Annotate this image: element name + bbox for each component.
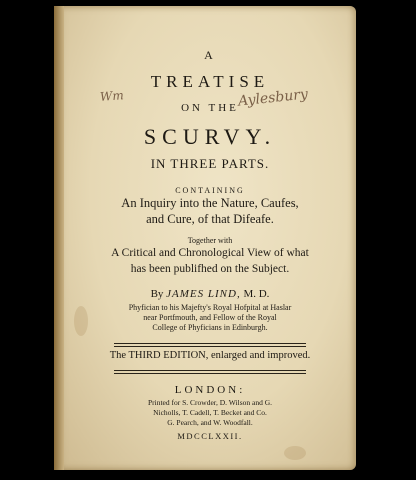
page-stain — [284, 446, 306, 460]
title-on-the: ON THE — [181, 102, 239, 114]
divider-rule — [114, 343, 306, 344]
divider-rule — [114, 373, 306, 374]
handwritten-signature-left: Wm — [99, 88, 125, 104]
author-name: JAMES LIND, — [166, 288, 241, 300]
imprint-line-1: Printed for S. Crowder, D. Wilson and G. — [147, 398, 273, 407]
divider-rule — [114, 346, 306, 347]
author-prefix: By — [150, 288, 164, 300]
imprint-city: LONDON: — [174, 384, 246, 396]
author-suffix: M. D. — [243, 288, 270, 300]
physician-line-3: College of Phyficians in Edinburgh. — [152, 323, 268, 332]
title-parts: IN THREE PARTS. — [150, 156, 270, 171]
author-line — [64, 288, 356, 300]
title-word: TREATISE — [150, 72, 270, 91]
together-with-label: Together with — [187, 236, 233, 245]
edition-line: The THIRD EDITION, enlarged and improved. — [109, 350, 311, 361]
title-subject: SCURVY. — [143, 124, 277, 149]
imprint-line-3: G. Pearch, and W. Woodfall. — [167, 418, 253, 427]
handwritten-signature-right: Aylesbury — [237, 86, 309, 110]
critical-line-2: has been publifhed on the Subject. — [130, 263, 290, 275]
imprint-year: MDCCLXXII. — [177, 431, 243, 441]
physician-line-2: near Portfmouth, and Fellow of the Royal — [143, 313, 277, 322]
page-spine-shadow — [54, 6, 64, 470]
inquiry-line-2: and Cure, of that Difeafe. — [146, 212, 274, 226]
physician-line-1: Phyfician to his Majefty's Royal Hofpital at Haslar — [128, 303, 292, 312]
title-article: A — [204, 48, 216, 62]
imprint-line-2: Nicholls, T. Cadell, T. Becket and Co. — [153, 408, 267, 417]
containing-label: CONTAINING — [175, 186, 245, 195]
critical-line-1: A Critical and Chronological View of what — [111, 247, 309, 259]
inquiry-line-1: An Inquiry into the Nature, Caufes, — [121, 196, 299, 210]
divider-rule — [114, 370, 306, 371]
